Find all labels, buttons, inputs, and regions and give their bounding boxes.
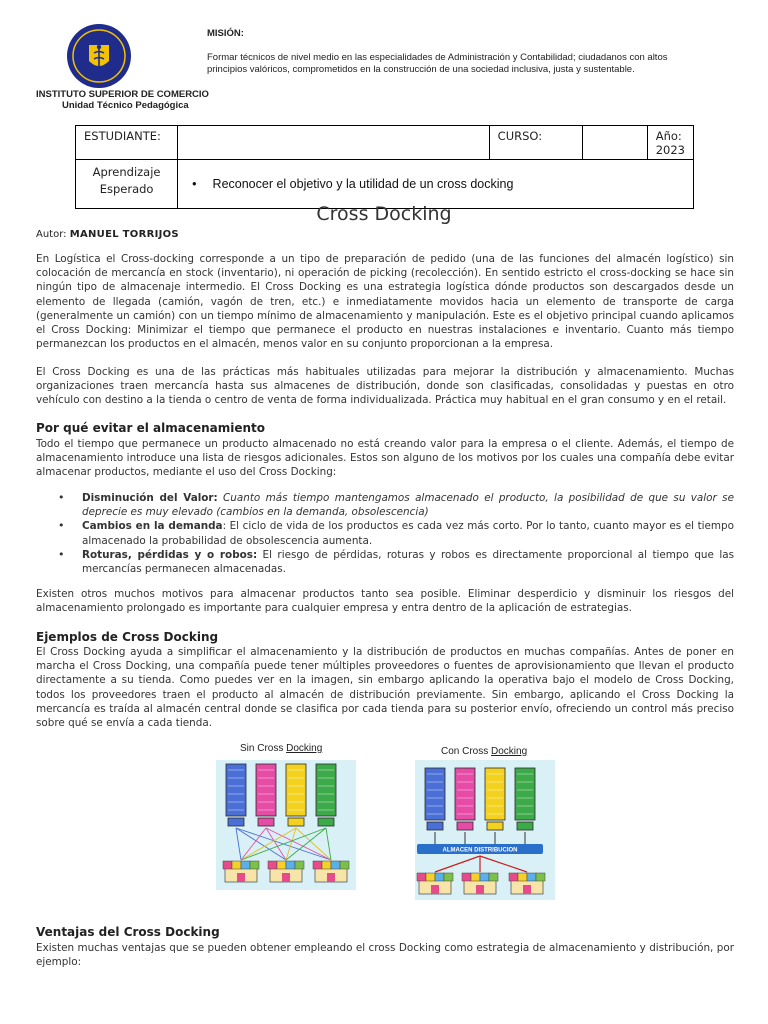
list-item-term: Cambios en la demanda bbox=[82, 520, 223, 533]
store-awning bbox=[241, 861, 250, 869]
store-awning bbox=[462, 873, 471, 881]
store-awning bbox=[489, 873, 498, 881]
truck-icon bbox=[455, 768, 475, 820]
section-advantages-text: Existen muchas ventajas que se pueden obtener empleando el cross Docking como estrategia de almacenamiento y distribución, por ejemplo: bbox=[36, 942, 734, 969]
store-door bbox=[237, 873, 245, 882]
truck-icon bbox=[485, 768, 505, 820]
section-why-avoid-closing: Existen otros muchos motivos para almacenar productos tanto sea posible. Eliminar desperdicio y disminuir los riesgos del almacenamiento prolongado es importante para cualquier empresa y entra dentro de la aplicación de estrategias. bbox=[36, 588, 734, 615]
learning-label bbox=[76, 160, 178, 209]
intro-paragraph-2: El Cross Docking es una de las prácticas más habituales utilizadas para mejorar la distribución y almacenamiento. Muchas organizaciones traen mercancía hasta sus almacenes de distribución, donde son clasificadas, consolidadas y puestas en otro vehículo con destino a la tienda o centro de venta de forma individualizada. Práctica muy habitual en el gran consumo y en el retail. bbox=[36, 366, 734, 407]
truck-cab-icon bbox=[258, 818, 274, 826]
list-item-text: El riesgo de pérdidas, roturas y robos es directamente proporcional al tiempo que las mercancías permanecen almacenadas. bbox=[82, 548, 734, 576]
truck-cab-icon bbox=[288, 818, 304, 826]
truck-cab-icon bbox=[517, 822, 533, 830]
diagram-with-cross-docking bbox=[415, 740, 555, 900]
learning-objective-text: Reconocer el objetivo y la utilidad de un cross docking bbox=[212, 177, 514, 191]
store-awning bbox=[268, 861, 277, 869]
diagram-right-title-link: Docking bbox=[491, 746, 528, 757]
diagram-without-cross-docking bbox=[216, 740, 356, 890]
diagram-right-title-text: Con Cross bbox=[441, 746, 492, 757]
store-awning bbox=[480, 873, 489, 881]
diagram-right-title bbox=[441, 746, 527, 757]
institute-logo bbox=[66, 23, 132, 89]
truck-icon bbox=[515, 768, 535, 820]
truck-icon bbox=[226, 764, 246, 816]
diagram-left-title bbox=[240, 743, 322, 754]
truck-cab-icon bbox=[228, 818, 244, 826]
diagram-left-graphic bbox=[216, 760, 356, 890]
store-awning bbox=[322, 861, 331, 869]
mision-title: MISIÓN: bbox=[207, 28, 244, 39]
store-awning bbox=[471, 873, 480, 881]
author-name: MANUEL TORRIJOS bbox=[69, 229, 179, 240]
store-awning bbox=[435, 873, 444, 881]
learning-label-line2: Esperado bbox=[99, 182, 154, 196]
diagram-left-title-text: Sin Cross bbox=[240, 743, 287, 754]
motives-list bbox=[36, 491, 734, 576]
store-door bbox=[431, 885, 439, 894]
store-awning bbox=[509, 873, 518, 881]
learning-objective bbox=[178, 160, 694, 209]
store-awning bbox=[232, 861, 241, 869]
store-awning bbox=[527, 873, 536, 881]
truck-icon bbox=[256, 764, 276, 816]
list-item bbox=[36, 491, 734, 519]
student-label: ESTUDIANTE: bbox=[76, 126, 178, 160]
store-awning bbox=[417, 873, 426, 881]
list-item bbox=[36, 519, 734, 547]
store-awning bbox=[250, 861, 259, 869]
diagram-left-title-link: Docking bbox=[286, 743, 323, 754]
store-awning bbox=[426, 873, 435, 881]
store-door bbox=[523, 885, 531, 894]
list-item-term: Disminución del Valor: bbox=[82, 492, 218, 504]
institute-unit: Unidad Técnico Pedagógica bbox=[62, 100, 189, 111]
section-heading-why-avoid: Por qué evitar el almacenamiento bbox=[36, 421, 266, 435]
intro-paragraph-1: En Logística el Cross-docking corresponde a un tipo de preparación de pedido (una de las funciones del almacén logístico) sin colocación de mercancía en stock (inventario), ni operación de picking (recolección). En sentido estricto el cross-docking se hace sin ningún tipo de almacenaje intermedio. El Cross Docking es una estrategia logística dónde productos son descargados desde un elemento de llegada (camión, vagón de tren, etc.) e inmediatamente movidos hacia un elemento de transporte de carga (generalmente un camión) con un tiempo mínimo de almacenamiento y manipulación. Este es el objetivo principal cuando aplicamos el Cross Docking: Minimizar el tiempo que permanece el producto en nuestras instalaciones e inventario. Cuanto más tiempo permanezcan los productos en el almacén, menos valor en su conjunto proporcionan a la empresa. bbox=[36, 253, 734, 351]
warehouse-label: ALMACEN DISTRIBUCION bbox=[442, 847, 518, 854]
truck-cab-icon bbox=[457, 822, 473, 830]
institute-name: INSTITUTO SUPERIOR DE COMERCIO bbox=[36, 89, 209, 100]
learning-label-line1: Aprendizaje bbox=[92, 165, 161, 179]
document-title: Cross Docking bbox=[316, 203, 452, 225]
section-examples-text: El Cross Docking ayuda a simplificar el almacenamiento y la distribución de productos en muchas compañías. Antes de poner en marcha el Cross Docking, una compañía puede tener múltiples proveedores o fuentes de aprovisionamiento que llevan el producto directamente a su tienda. Como puedes ver en la imagen, sin embargo aplicando la operativa bajo el modelo de Cross Docking, todos los proveedores traen el producto al almacén de distribución previamente. Sin embargo, aplicando el Cross Docking la mercancía es traída al almacén central donde se clasifica por cada tienda para su posterior envío, ofreciendo un control más preciso sobre qué se envía a cada tienda. bbox=[36, 646, 734, 730]
truck-icon bbox=[316, 764, 336, 816]
section-heading-examples: Ejemplos de Cross Docking bbox=[36, 630, 219, 644]
mision-text: Formar técnicos de nivel medio en las especialidades de Administración y Contabilidad; ciudadanos con altos principios valóricos, comprometidos en la construcción de una sociedad inclusiva, justa y sustentable. bbox=[207, 52, 668, 75]
list-item-text: : El ciclo de vida de los productos es cada vez más corto. Por lo tanto, cuanto mayor es el tiempo almacenado la probabilidad de obsolescencia aumenta. bbox=[82, 520, 734, 547]
section-heading-advantages: Ventajas del Cross Docking bbox=[36, 925, 220, 939]
list-item-text: Cuanto más tiempo mantengamos almacenado el producto, la posibilidad de que su valor se deprecie es muy elevado (cambios en la demanda, obsolescencia) bbox=[82, 492, 734, 519]
list-item-term: Roturas, pérdidas y o robos: bbox=[82, 548, 258, 561]
student-info-table bbox=[75, 125, 694, 209]
section-why-avoid-text: Todo el tiempo que permanece un producto almacenado no está creando valor para la empresa o el cliente. Además, el tiempo de almacenamiento introduce una lista de riesgos adicionales. Estos son alguno de los motivos por los cuales una compañía debe evitar almacenar productos, mediante el uso del Cross Docking: bbox=[36, 438, 734, 479]
diagram-right-graphic bbox=[415, 760, 555, 900]
store-door bbox=[327, 873, 335, 882]
store-awning bbox=[331, 861, 340, 869]
truck-cab-icon bbox=[318, 818, 334, 826]
author-label: Autor: bbox=[36, 229, 70, 240]
store-awning bbox=[340, 861, 349, 869]
store-awning bbox=[295, 861, 304, 869]
store-awning bbox=[223, 861, 232, 869]
store-awning bbox=[286, 861, 295, 869]
student-field[interactable] bbox=[178, 126, 490, 160]
store-awning bbox=[313, 861, 322, 869]
store-door bbox=[282, 873, 290, 882]
store-awning bbox=[277, 861, 286, 869]
truck-cab-icon bbox=[487, 822, 503, 830]
store-awning bbox=[536, 873, 545, 881]
course-label: CURSO: bbox=[489, 126, 583, 160]
course-field[interactable] bbox=[583, 126, 647, 160]
store-awning bbox=[518, 873, 527, 881]
truck-icon bbox=[286, 764, 306, 816]
store-awning bbox=[444, 873, 453, 881]
truck-icon bbox=[425, 768, 445, 820]
author-line bbox=[36, 229, 179, 240]
store-door bbox=[476, 885, 484, 894]
learning-bullet: • bbox=[192, 177, 197, 191]
list-item bbox=[36, 548, 734, 576]
truck-cab-icon bbox=[427, 822, 443, 830]
year-label: Año: 2023 bbox=[647, 126, 693, 160]
